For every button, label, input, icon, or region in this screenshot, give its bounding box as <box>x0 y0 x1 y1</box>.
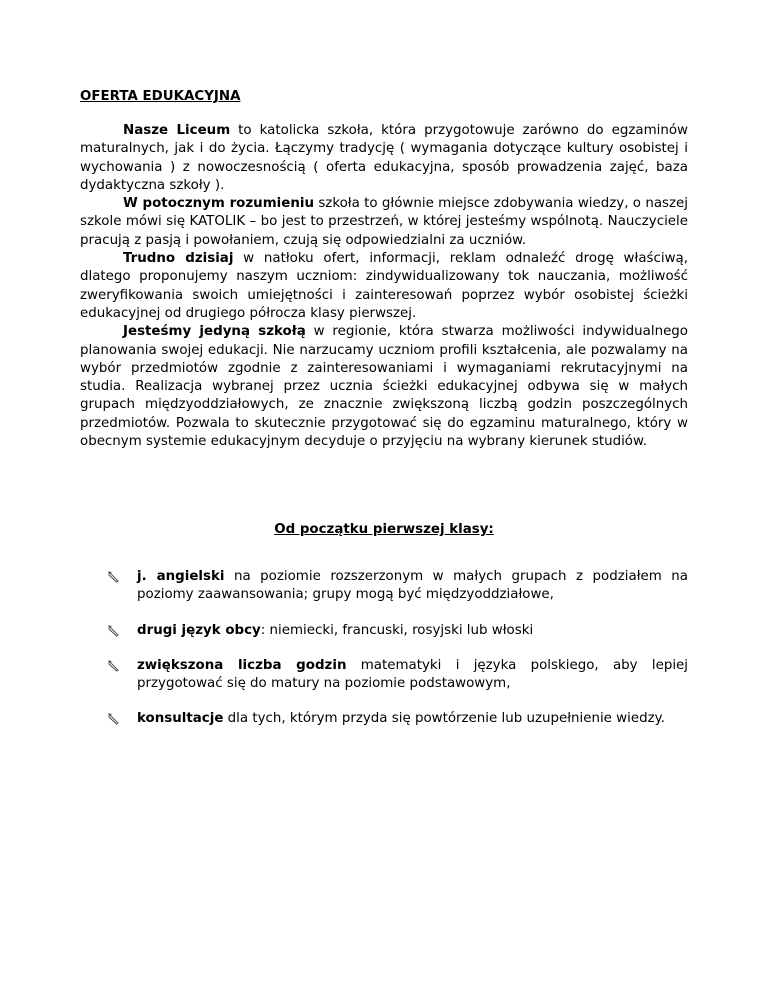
paragraph-lead: Jesteśmy jedyną szkołą <box>123 324 306 340</box>
offer-list <box>108 568 688 746</box>
list-item-english <box>108 568 688 605</box>
paragraph-text: to katolicka szkoła, która przygotowuje zarówno do egzaminów maturalnych, jak i do życia. Łączymy tradycję ( wymagania dotyczące kultury osobistej i wychowania ) z nowoczesnością ( oferta edukacyjna, sposób prowadzenia zajęć, baza dydaktyczna szkoły ). <box>80 123 688 193</box>
paragraph-community <box>80 195 688 250</box>
body-text <box>80 122 688 451</box>
pencil-icon <box>108 660 120 672</box>
list-item-text: : niemiecki, francuski, rosyjski lub włoski <box>260 622 534 638</box>
list-item-text: na poziomie rozszerzonym w małych grupach z podziałem na poziomy zaawansowania; grupy mogą być międzyoddziałowe, <box>137 569 688 603</box>
list-item-text: dla tych, którym przyda się powtórzenie lub uzupełnienie wiedzy. <box>223 711 665 727</box>
paragraph-text: szkoła to głównie miejsce zdobywania wiedzy, o naszej szkole mówi się KATOLIK – bo jest to przestrzeń, w której jesteśmy wspólnotą. Nauczyciele pracują z pasją i powołaniem, czują się odpowiedzialni za uczniów. <box>80 196 688 248</box>
list-item-lead: zwiększona liczba godzin <box>137 657 347 673</box>
list-item-extra-hours <box>108 657 688 694</box>
pencil-icon <box>108 625 120 637</box>
paragraph-intro <box>80 122 688 195</box>
list-item-lead: drugi język obcy <box>137 622 261 638</box>
list-item-consultations <box>108 710 688 728</box>
section-subheading: Od początku pierwszej klasy: <box>274 522 494 537</box>
paragraph-text: w natłoku ofert, informacji, reklam odnaleźć drogę właściwą, dlatego proponujemy naszym uczniom: zindywidualizowany tok nauczania, możliwość zweryfikowania swoich umiejętności i zainteresowań poprzez wybór osobistej ścieżki edukacyjnej od drugiego półrocza klasy pierwszej. <box>80 251 688 321</box>
paragraph-lead: Nasze Liceum <box>123 123 231 138</box>
paragraph-only-school <box>80 323 688 451</box>
paragraph-lead: W potocznym rozumieniu <box>123 196 314 212</box>
document-title: OFERTA EDUKACYJNA <box>80 89 241 104</box>
list-item-lead: konsultacje <box>137 711 224 727</box>
pencil-icon <box>108 713 120 725</box>
paragraph-individual-path <box>80 250 688 323</box>
list-item-second-language <box>108 622 688 640</box>
paragraph-text: w regionie, która stwarza możliwości indywidualnego planowania swojej edukacji. Nie narzucamy uczniom profili kształcenia, ale pozwalamy na wybór przedmiotów zgodnie z zainteresowaniami i wymaganiami rekrutacyjnymi na studia. Realizacja wybranej przez ucznia ścieżki edukacyjnej odbywa się w małych grupach międzyoddziałowych, ze znacznie zwiększoną liczbą godzin poszczególnych przedmiotów. Pozwala to skutecznie przygotować się do egzaminu maturalnego, który w obecnym systemie edukacyjnym decyduje o przyjęciu na wybrany kierunek studiów. <box>80 324 688 450</box>
pencil-icon <box>108 571 120 583</box>
list-item-lead: j. angielski <box>137 569 225 584</box>
paragraph-lead: Trudno dzisiaj <box>123 251 234 267</box>
list-item-text: matematyki i języka polskiego, aby lepiej przygotować się do matury na poziomie podstawowym, <box>137 657 689 692</box>
